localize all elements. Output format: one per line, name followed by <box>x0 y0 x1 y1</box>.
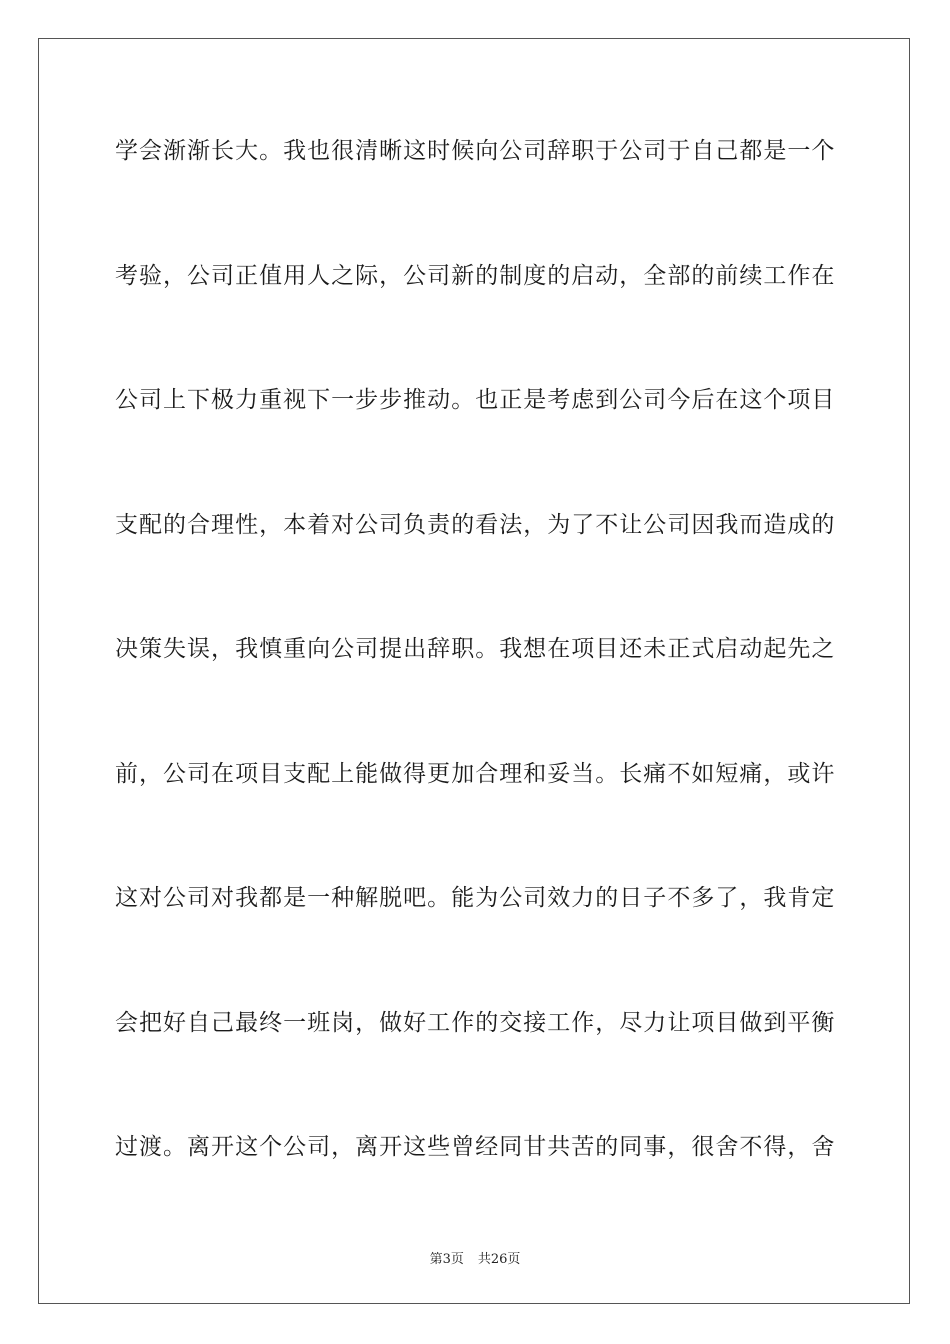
text-line: 会把好自己最终一班岗，做好工作的交接工作，尽力让项目做到平衡 <box>115 1009 835 1036</box>
text-line: 支配的合理性，本着对公司负责的看法，为了不让公司因我而造成的 <box>115 511 835 538</box>
document-body <box>115 126 835 1247</box>
text-line: 学会渐渐长大。我也很清晰这时候向公司辞职于公司于自己都是一个 <box>115 138 835 164</box>
text-line: 决策失误，我慎重向公司提出辞职。我想在项目还未正式启动起先之 <box>115 636 835 662</box>
page-footer <box>0 1248 950 1267</box>
page-number: 第3页 <box>429 1252 464 1267</box>
text-line: 考验，公司正值用人之际，公司新的制度的启动，全部的前续工作在 <box>115 262 835 289</box>
text-line: 公司上下极力重视下一步步推动。也正是考虑到公司今后在这个项目 <box>115 387 835 413</box>
text-line: 这对公司对我都是一种解脱吧。能为公司效力的日子不多了，我肯定 <box>115 885 835 911</box>
text-line: 过渡。离开这个公司，离开这些曾经同甘共苦的同事，很舍不得，舍 <box>115 1134 835 1160</box>
text-line: 前，公司在项目支配上能做得更加合理和妥当。长痛不如短痛，或许 <box>115 760 835 787</box>
total-pages: 共26页 <box>477 1252 521 1267</box>
